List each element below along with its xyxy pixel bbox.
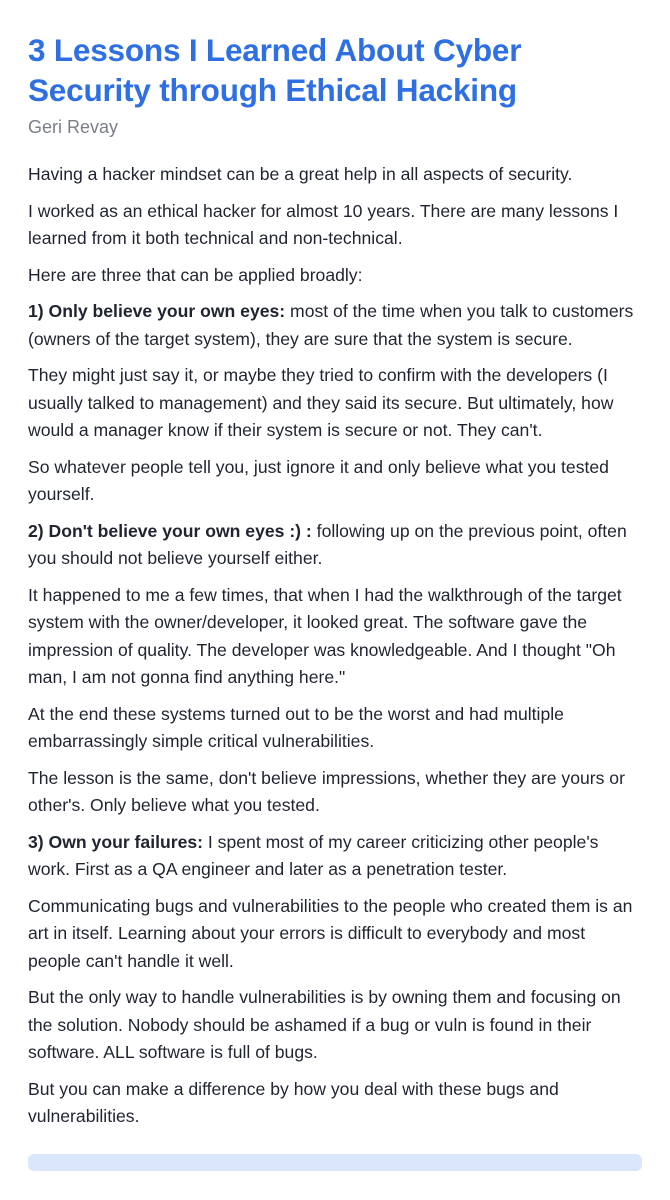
paragraph-text: Communicating bugs and vulnerabilities to the people who created them is an art in itself. Learning about your errors is difficult to everybody and most people can't handle it well.: [28, 895, 633, 971]
paragraph: [28, 829, 642, 884]
paragraph-text: Here are three that can be applied broadly:: [28, 264, 363, 285]
lesson-heading: 1) Only believe your own eyes:: [28, 301, 286, 321]
paragraph: [28, 765, 642, 820]
paragraph-text: So whatever people tell you, just ignore it and only believe what you tested yourself.: [28, 456, 609, 504]
paragraph-text: The lesson is the same, don't believe impressions, whether they are yours or other's. Only believe what you tested.: [28, 767, 625, 815]
bottom-decorative-bar: [28, 1154, 642, 1171]
paragraph-text: Having a hacker mindset can be a great help in all aspects of security.: [28, 164, 573, 184]
paragraph-text: I worked as an ethical hacker for almost 10 years. There are many lessons I learned from it both technical and non-technical.: [28, 200, 619, 248]
paragraph-text: It happened to me a few times, that when I had the walkthrough of the target system with the owner/developer, it looked great. The software gave the impression of quality. The developer was knowledgeable. And I thought "Oh man, I am not gonna find anything here.": [28, 584, 622, 687]
article-title: 3 Lessons I Learned About Cyber Security through Ethical Hacking: [28, 32, 522, 108]
paragraph: [28, 454, 642, 509]
paragraph: [28, 984, 642, 1067]
paragraph: [28, 262, 642, 290]
paragraph-text: I spent most of my career criticizing other people's work. First as a QA engineer and later as a penetration tester.: [28, 831, 599, 879]
paragraph-text: following up on the previous point, often you should not believe yourself either.: [28, 520, 627, 568]
paragraph: [28, 1076, 642, 1131]
paragraph-text: But the only way to handle vulnerabilities is by owning them and focusing on the solution. Nobody should be ashamed if a bug or vuln is found in their software. ALL software is full of bugs.: [28, 987, 621, 1062]
paragraph-text: At the end these systems turned out to be the worst and had multiple embarrassingly simple critical vulnerabilities.: [28, 703, 564, 751]
article-body: [28, 161, 642, 1131]
paragraph: [28, 298, 642, 353]
article-author: Geri Revay: [28, 117, 119, 137]
paragraph: [28, 198, 642, 253]
lesson-heading: 2) Don't believe your own eyes :) :: [28, 520, 312, 541]
paragraph: [28, 362, 642, 445]
paragraph: [28, 161, 642, 189]
paragraph: [28, 582, 642, 692]
paragraph: [28, 893, 642, 976]
paragraph-text: But you can make a difference by how you deal with these bugs and vulnerabilities.: [28, 1078, 559, 1126]
paragraph-text: most of the time when you talk to customers (owners of the target system), they are sure that the system is secure.: [28, 301, 634, 349]
lesson-heading: 3) Own your failures:: [28, 831, 203, 852]
paragraph: [28, 701, 642, 756]
paragraph-text: They might just say it, or maybe they tried to confirm with the developers (I usually talked to management) and they said its secure. But ultimately, how would a manager know if their system is secure or not. They can't.: [28, 365, 614, 440]
paragraph: [28, 518, 642, 573]
